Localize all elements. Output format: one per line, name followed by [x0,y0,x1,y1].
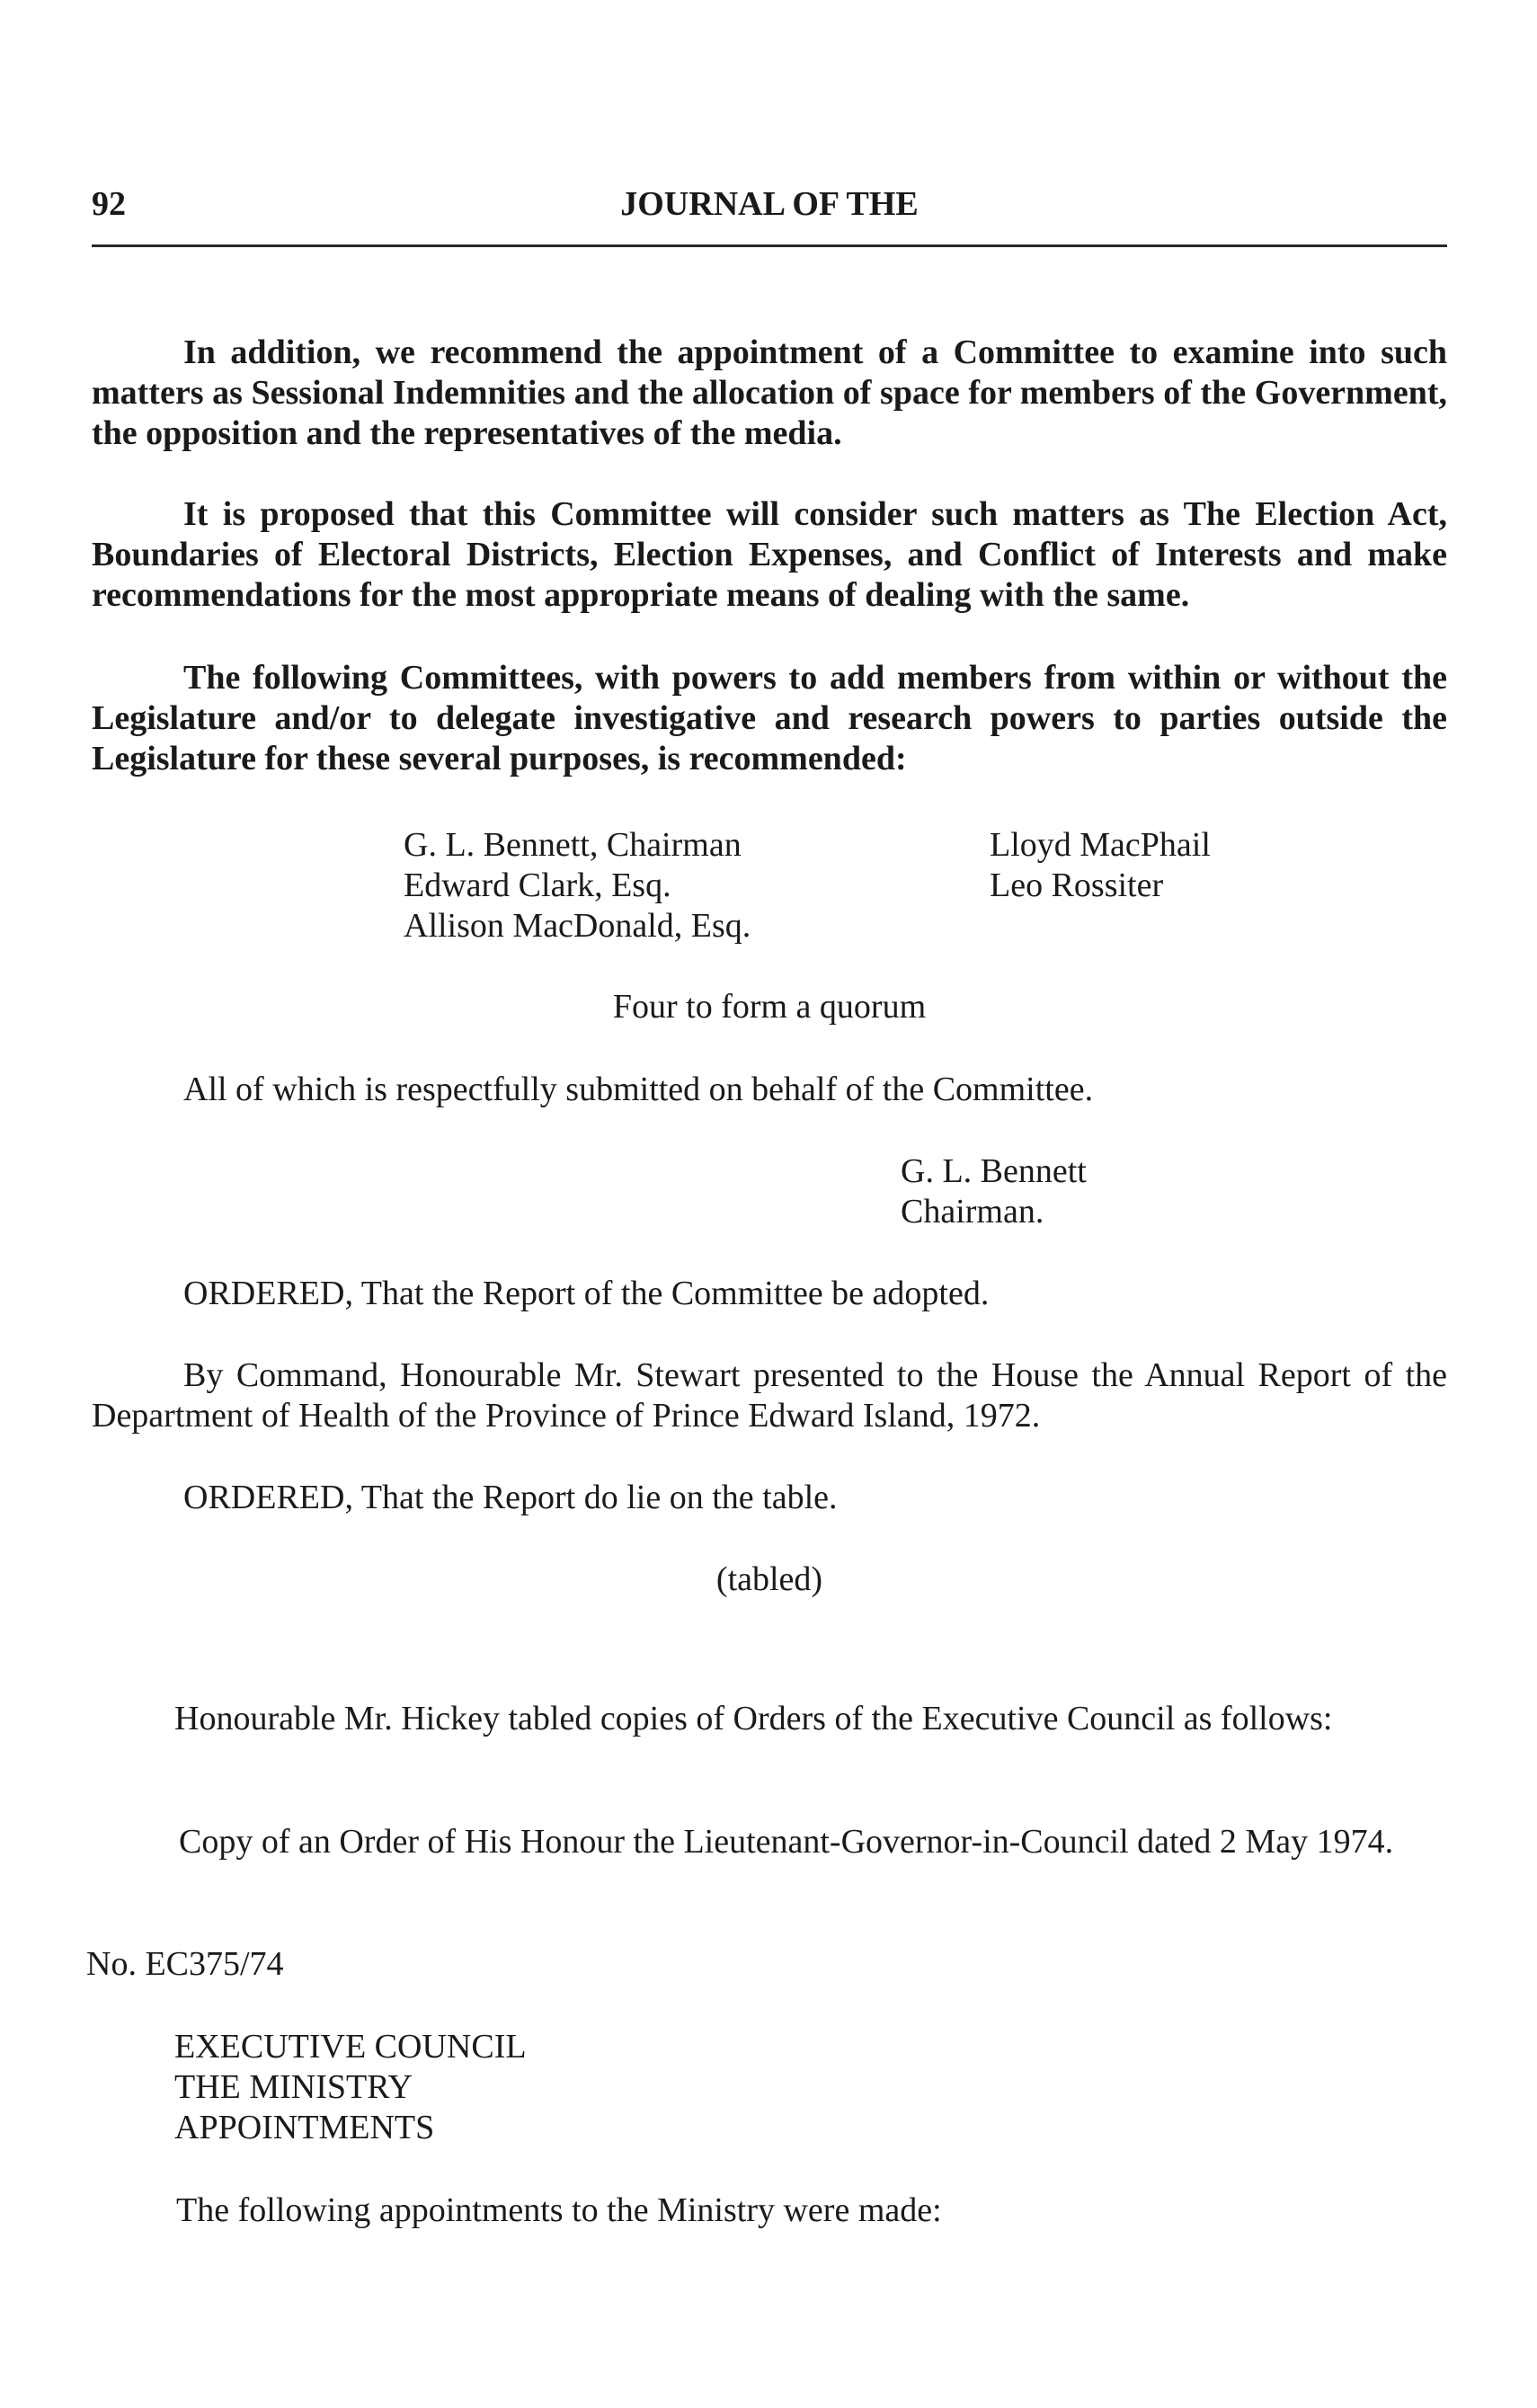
committee-member: Allison MacDonald, Esq. [404,907,751,945]
quorum-line: Four to form a quorum [612,988,927,1026]
committee-members [404,825,1392,951]
order-heading: APPOINTMENTS [174,2109,435,2146]
signature-name: G. L. Bennett [901,1152,1087,1190]
page-number: 92 [92,185,126,223]
paragraph-committee-scope: It is proposed that this Committee will consider such matters as The Election Act, Boundaries of Electoral Districts, Election Expenses, and Conflict of Interests and make recommendations for the most appropriate means of dealing with the same. [92,495,1447,614]
order-heading: THE MINISTRY [174,2068,413,2106]
page-header [92,184,1447,238]
ordered-adopted-line: ORDERED, That the Report of the Committee be adopted. [183,1275,990,1312]
running-title: JOURNAL OF THE [620,185,919,223]
ministry-appointments-line: The following appointments to the Ministry were made: [176,2191,942,2229]
order-number: No. EC375/74 [86,1945,284,1983]
order-heading: EXECUTIVE COUNCIL [174,2028,527,2066]
signature-block [901,1151,1087,1232]
submitted-line: All of which is respectfully submitted on behalf of the Committee. [183,1071,1094,1108]
paragraph-committee-recommendation: In addition, we recommend the appointment of a Committee to examine into such matters as Sessional Indemnities and the allocation of space for members of the Government, the opposition and the representatives of the media. [92,333,1447,452]
paragraph-order-copy: Copy of an Order of His Honour the Lieutenant-Governor-in-Council dated 2 May 1974. [179,1823,1394,1861]
header-rule [92,244,1447,247]
committee-member: G. L. Bennett, Chairman [404,826,742,864]
ordered-table-line: ORDERED, That the Report do lie on the table. [183,1479,838,1516]
committee-member: Leo Rossiter [990,866,1164,904]
committee-member: Lloyd MacPhail [990,826,1211,864]
paragraph-hickey-orders: Honourable Mr. Hickey tabled copies of Orders of the Executive Council as follows: [174,1700,1333,1737]
order-headings [174,2027,527,2148]
tabled-line: (tabled) [715,1560,823,1598]
signature-title: Chairman. [901,1193,1044,1231]
paragraph-committees-recommended: The following Committees, with powers to add members from within or without the Legislature and/or to delegate investigative and research powers to parties outside the Legislature for these several purposes, is recommended: [92,659,1447,777]
paragraph-annual-report: By Command, Honourable Mr. Stewart presented to the House the Annual Report of the Department of Health of the Province of Prince Edward Island, 1972. [92,1356,1447,1435]
committee-member: Edward Clark, Esq. [404,866,671,904]
committee-members-left [404,825,751,946]
committee-members-right [990,825,1211,906]
